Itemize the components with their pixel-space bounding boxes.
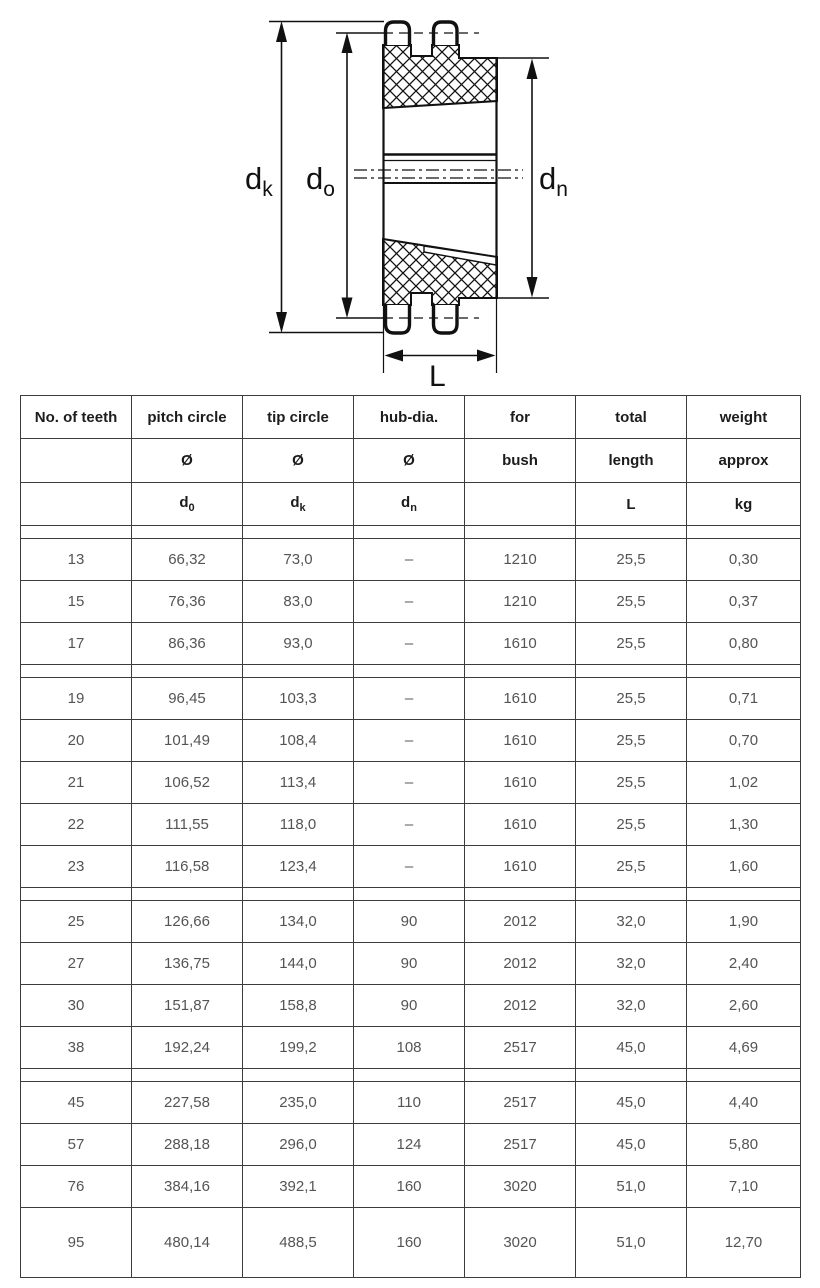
data-cell: 7,10 bbox=[687, 1166, 801, 1208]
data-cell: 25,5 bbox=[576, 720, 687, 762]
data-cell: 1610 bbox=[465, 678, 576, 720]
data-cell: – bbox=[354, 762, 465, 804]
table-row bbox=[21, 804, 801, 846]
data-cell: 2517 bbox=[465, 1124, 576, 1166]
data-cell: 111,55 bbox=[132, 804, 243, 846]
data-cell: 134,0 bbox=[243, 901, 354, 943]
header-cell: bush bbox=[465, 439, 576, 483]
data-cell: 4,40 bbox=[687, 1082, 801, 1124]
spacer-cell bbox=[576, 888, 687, 901]
data-cell: 2517 bbox=[465, 1082, 576, 1124]
table-row bbox=[21, 665, 801, 678]
data-cell: 5,80 bbox=[687, 1124, 801, 1166]
label-L: L bbox=[429, 360, 446, 392]
data-cell: 1210 bbox=[465, 539, 576, 581]
data-cell: 38 bbox=[21, 1027, 132, 1069]
data-cell: 144,0 bbox=[243, 943, 354, 985]
table-row bbox=[21, 439, 801, 483]
data-cell: 101,49 bbox=[132, 720, 243, 762]
data-cell: 30 bbox=[21, 985, 132, 1027]
spacer-cell bbox=[132, 526, 243, 539]
header-cell: L bbox=[576, 483, 687, 526]
data-cell: 160 bbox=[354, 1208, 465, 1278]
data-cell: – bbox=[354, 678, 465, 720]
data-cell: 45,0 bbox=[576, 1082, 687, 1124]
header-cell: for bbox=[465, 396, 576, 439]
data-cell: 32,0 bbox=[576, 901, 687, 943]
data-cell: 108 bbox=[354, 1027, 465, 1069]
spacer-cell bbox=[132, 1069, 243, 1082]
data-cell: – bbox=[354, 623, 465, 665]
data-cell: 25,5 bbox=[576, 581, 687, 623]
data-cell: 151,87 bbox=[132, 985, 243, 1027]
data-cell: – bbox=[354, 581, 465, 623]
spacer-cell bbox=[132, 888, 243, 901]
data-cell: 96,45 bbox=[132, 678, 243, 720]
table-row bbox=[21, 1027, 801, 1069]
data-cell: 3020 bbox=[465, 1166, 576, 1208]
data-cell: 86,36 bbox=[132, 623, 243, 665]
table-row bbox=[21, 901, 801, 943]
data-cell: 0,80 bbox=[687, 623, 801, 665]
spacer-cell bbox=[243, 665, 354, 678]
table-row bbox=[21, 483, 801, 526]
data-cell: 227,58 bbox=[132, 1082, 243, 1124]
data-cell: 32,0 bbox=[576, 985, 687, 1027]
data-cell: 76,36 bbox=[132, 581, 243, 623]
spacer-cell bbox=[243, 1069, 354, 1082]
spacer-cell bbox=[21, 888, 132, 901]
data-cell: 22 bbox=[21, 804, 132, 846]
header-cell: $d_n$ bbox=[354, 483, 465, 526]
spacer-cell bbox=[354, 1069, 465, 1082]
tooth-bottom-right bbox=[434, 305, 458, 333]
data-cell: 0,37 bbox=[687, 581, 801, 623]
sprocket-body bbox=[354, 22, 523, 373]
data-cell: 83,0 bbox=[243, 581, 354, 623]
data-cell: 480,14 bbox=[132, 1208, 243, 1278]
data-cell: – bbox=[354, 804, 465, 846]
data-cell: 93,0 bbox=[243, 623, 354, 665]
data-cell: 1,60 bbox=[687, 846, 801, 888]
spacer-cell bbox=[687, 888, 801, 901]
data-cell: 51,0 bbox=[576, 1208, 687, 1278]
data-cell: 1210 bbox=[465, 581, 576, 623]
data-cell: 116,58 bbox=[132, 846, 243, 888]
header-cell: Ø bbox=[243, 439, 354, 483]
data-cell: 25,5 bbox=[576, 539, 687, 581]
data-cell: 1610 bbox=[465, 762, 576, 804]
data-cell: – bbox=[354, 720, 465, 762]
data-cell: 2012 bbox=[465, 901, 576, 943]
header-cell bbox=[21, 439, 132, 483]
data-cell: 160 bbox=[354, 1166, 465, 1208]
spacer-cell bbox=[687, 526, 801, 539]
data-cell: 90 bbox=[354, 943, 465, 985]
data-cell: 392,1 bbox=[243, 1166, 354, 1208]
data-cell: 235,0 bbox=[243, 1082, 354, 1124]
spacer-cell bbox=[21, 665, 132, 678]
table-row bbox=[21, 1208, 801, 1278]
spacer-cell bbox=[465, 665, 576, 678]
spacer-cell bbox=[354, 888, 465, 901]
data-cell: 108,4 bbox=[243, 720, 354, 762]
table-row bbox=[21, 581, 801, 623]
dimension-dk bbox=[269, 21, 384, 333]
data-cell: 45,0 bbox=[576, 1027, 687, 1069]
data-cell: 2012 bbox=[465, 943, 576, 985]
data-cell: 17 bbox=[21, 623, 132, 665]
data-cell: 199,2 bbox=[243, 1027, 354, 1069]
data-cell: 118,0 bbox=[243, 804, 354, 846]
data-cell: 90 bbox=[354, 901, 465, 943]
data-cell: 296,0 bbox=[243, 1124, 354, 1166]
data-cell: 57 bbox=[21, 1124, 132, 1166]
data-cell: 25,5 bbox=[576, 623, 687, 665]
data-cell: 113,4 bbox=[243, 762, 354, 804]
table-row bbox=[21, 678, 801, 720]
table-body bbox=[21, 396, 801, 1278]
header-cell: tip circle bbox=[243, 396, 354, 439]
spacer-cell bbox=[21, 526, 132, 539]
label-dn: $d_n$ bbox=[539, 161, 568, 201]
data-cell: 12,70 bbox=[687, 1208, 801, 1278]
table-row bbox=[21, 623, 801, 665]
label-dk: $d_k$ bbox=[245, 161, 273, 201]
header-cell: kg bbox=[687, 483, 801, 526]
header-cell: total bbox=[576, 396, 687, 439]
header-cell: pitch circle bbox=[132, 396, 243, 439]
data-cell: 95 bbox=[21, 1208, 132, 1278]
data-cell: 110 bbox=[354, 1082, 465, 1124]
data-cell: 66,32 bbox=[132, 539, 243, 581]
header-cell: $d_0$ bbox=[132, 483, 243, 526]
data-cell: 51,0 bbox=[576, 1166, 687, 1208]
data-cell: 106,52 bbox=[132, 762, 243, 804]
data-cell: 2012 bbox=[465, 985, 576, 1027]
data-cell: 1610 bbox=[465, 846, 576, 888]
spacer-cell bbox=[243, 526, 354, 539]
header-cell bbox=[21, 483, 132, 526]
data-cell: 45 bbox=[21, 1082, 132, 1124]
data-cell: 23 bbox=[21, 846, 132, 888]
spacer-cell bbox=[465, 888, 576, 901]
upper-flange-hatch bbox=[383, 45, 497, 108]
spacer-cell bbox=[354, 665, 465, 678]
spacer-cell bbox=[21, 1069, 132, 1082]
data-cell: 488,5 bbox=[243, 1208, 354, 1278]
table-row bbox=[21, 985, 801, 1027]
table-row bbox=[21, 1124, 801, 1166]
header-cell: weight bbox=[687, 396, 801, 439]
data-cell: 2517 bbox=[465, 1027, 576, 1069]
data-cell: 123,4 bbox=[243, 846, 354, 888]
spec-table bbox=[20, 395, 801, 1278]
label-do: $d_o$ bbox=[306, 161, 335, 201]
data-cell: 0,71 bbox=[687, 678, 801, 720]
data-cell: 384,16 bbox=[132, 1166, 243, 1208]
data-cell: 4,69 bbox=[687, 1027, 801, 1069]
spacer-cell bbox=[576, 665, 687, 678]
data-cell: 45,0 bbox=[576, 1124, 687, 1166]
spacer-cell bbox=[687, 1069, 801, 1082]
spacer-cell bbox=[576, 1069, 687, 1082]
header-cell: $d_k$ bbox=[243, 483, 354, 526]
data-cell: 32,0 bbox=[576, 943, 687, 985]
table-row bbox=[21, 720, 801, 762]
data-cell: 103,3 bbox=[243, 678, 354, 720]
data-cell: 192,24 bbox=[132, 1027, 243, 1069]
header-cell: approx bbox=[687, 439, 801, 483]
spacer-cell bbox=[576, 526, 687, 539]
tooth-bottom-left bbox=[386, 305, 410, 333]
data-cell: 25,5 bbox=[576, 762, 687, 804]
spacer-cell bbox=[132, 665, 243, 678]
data-cell: 1,30 bbox=[687, 804, 801, 846]
table-row bbox=[21, 539, 801, 581]
spacer-cell bbox=[243, 888, 354, 901]
data-cell: 3020 bbox=[465, 1208, 576, 1278]
data-cell: 0,30 bbox=[687, 539, 801, 581]
data-cell: 21 bbox=[21, 762, 132, 804]
header-cell: Ø bbox=[354, 439, 465, 483]
data-cell: 25,5 bbox=[576, 804, 687, 846]
data-cell: 15 bbox=[21, 581, 132, 623]
data-cell: 2,40 bbox=[687, 943, 801, 985]
data-cell: 90 bbox=[354, 985, 465, 1027]
table-row bbox=[21, 1166, 801, 1208]
sprocket-diagram bbox=[0, 0, 820, 392]
table-row bbox=[21, 1069, 801, 1082]
data-cell: 136,75 bbox=[132, 943, 243, 985]
data-cell: 1610 bbox=[465, 720, 576, 762]
data-cell: – bbox=[354, 539, 465, 581]
data-cell: 76 bbox=[21, 1166, 132, 1208]
data-cell: 25 bbox=[21, 901, 132, 943]
data-cell: 126,66 bbox=[132, 901, 243, 943]
data-cell: 25,5 bbox=[576, 678, 687, 720]
data-cell: 1610 bbox=[465, 804, 576, 846]
table-row bbox=[21, 762, 801, 804]
table-row bbox=[21, 943, 801, 985]
spacer-cell bbox=[465, 1069, 576, 1082]
table-row bbox=[21, 1082, 801, 1124]
data-cell: 1,90 bbox=[687, 901, 801, 943]
data-cell: 0,70 bbox=[687, 720, 801, 762]
data-cell: 124 bbox=[354, 1124, 465, 1166]
data-cell: 288,18 bbox=[132, 1124, 243, 1166]
spacer-cell bbox=[465, 526, 576, 539]
header-cell: No. of teeth bbox=[21, 396, 132, 439]
data-cell: – bbox=[354, 846, 465, 888]
table-row bbox=[21, 846, 801, 888]
data-cell: 27 bbox=[21, 943, 132, 985]
data-cell: 1610 bbox=[465, 623, 576, 665]
data-cell: 13 bbox=[21, 539, 132, 581]
header-cell: length bbox=[576, 439, 687, 483]
data-cell: 25,5 bbox=[576, 846, 687, 888]
data-cell: 158,8 bbox=[243, 985, 354, 1027]
spacer-cell bbox=[687, 665, 801, 678]
data-cell: 20 bbox=[21, 720, 132, 762]
data-cell: 73,0 bbox=[243, 539, 354, 581]
table-row bbox=[21, 396, 801, 439]
bore-lines bbox=[354, 155, 523, 184]
header-cell bbox=[465, 483, 576, 526]
header-cell: hub-dia. bbox=[354, 396, 465, 439]
spacer-cell bbox=[354, 526, 465, 539]
data-cell: 19 bbox=[21, 678, 132, 720]
table-row bbox=[21, 526, 801, 539]
data-cell: 2,60 bbox=[687, 985, 801, 1027]
table-row bbox=[21, 888, 801, 901]
header-cell: Ø bbox=[132, 439, 243, 483]
data-cell: 1,02 bbox=[687, 762, 801, 804]
